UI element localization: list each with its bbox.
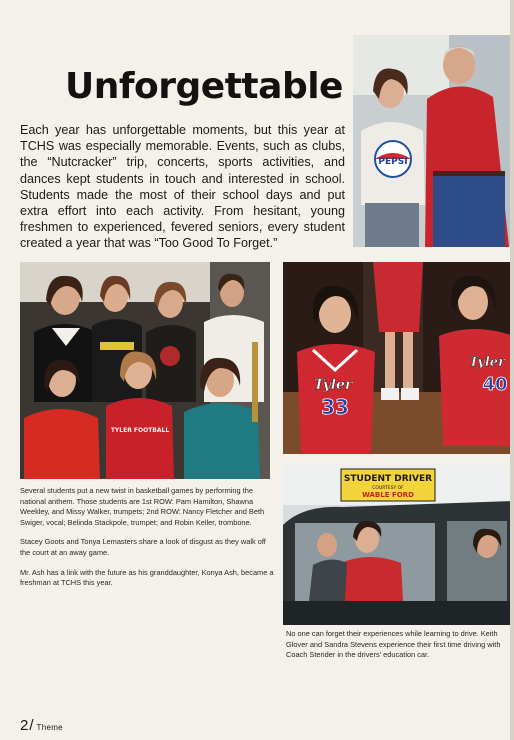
pepsi-shirt-text: PEPSI <box>378 157 408 167</box>
photo-grandfather-granddaughter <box>353 35 513 247</box>
caption-anthem-group: Several students put a new twist in basketball games by performing the national anthem. Those students are 1st ROW: Pam Hamilton, Shawna Weekley, and Missy Walker, trumpets; 2nd ROW: Nancy Fletcher and Beth Swiger, vocal; Belinda Stackpole, trumpet; and Robin Keller, trombone. <box>20 486 265 527</box>
caption-grandfather: Mr. Ash has a link with the future as his granddaughter, Konya Ash, became a freshman at TCHS this year. <box>20 567 274 588</box>
car-sign-line-3: WABLE FORD <box>362 491 414 499</box>
caption-car-line-2: Glover and Sandra Stevens experience their first time driving with <box>286 639 501 649</box>
photo-student-driver-car <box>283 465 514 625</box>
caption-car-line-3: Coach Stender in the drivers' education car. <box>286 650 430 660</box>
group-shirt-text: TYLER FOOTBALL <box>110 427 170 434</box>
jersey-number-1: 33 <box>321 395 349 419</box>
car-sign-line-1: STUDENT DRIVER <box>343 474 433 484</box>
jersey-name-2: Tyler <box>469 355 505 370</box>
page-title: Unforgettable <box>65 66 343 107</box>
folio-separator: / <box>29 717 34 734</box>
caption-car-line-1: No one can forget their experiences while learning to drive. Keith <box>286 629 498 638</box>
photo-anthem-group <box>20 262 270 479</box>
car-sign-line-2: COURTESY OF <box>372 486 404 491</box>
page-edge <box>510 0 514 740</box>
caption-basketball: Stacey Goots and Tonya Lemasters share a look of disgust as they walk off the court at an away game. <box>20 537 266 557</box>
jersey-name-1: Tyler <box>313 377 353 393</box>
intro-paragraph: Each year has unforgettable moments, but this year at TCHS was especially memorable. Events, such as clubs, the “Nutcracker” trip, concerts, sports activities, and dances kept students in touch and interested in school. Students made the most of their school days and put extra effort into each activity. From hesitant, young freshmen to experienced, fevered seniors, every student created a year that was “Too Good To Forget.” <box>20 123 345 251</box>
caption-student-driver <box>286 629 514 661</box>
photo-basketball-players <box>283 262 514 454</box>
jersey-number-2: 40 <box>482 374 508 395</box>
page-folio <box>20 717 63 734</box>
page-number: 2 <box>20 717 29 734</box>
section-name: Theme <box>36 723 63 732</box>
captions-column <box>20 486 274 598</box>
